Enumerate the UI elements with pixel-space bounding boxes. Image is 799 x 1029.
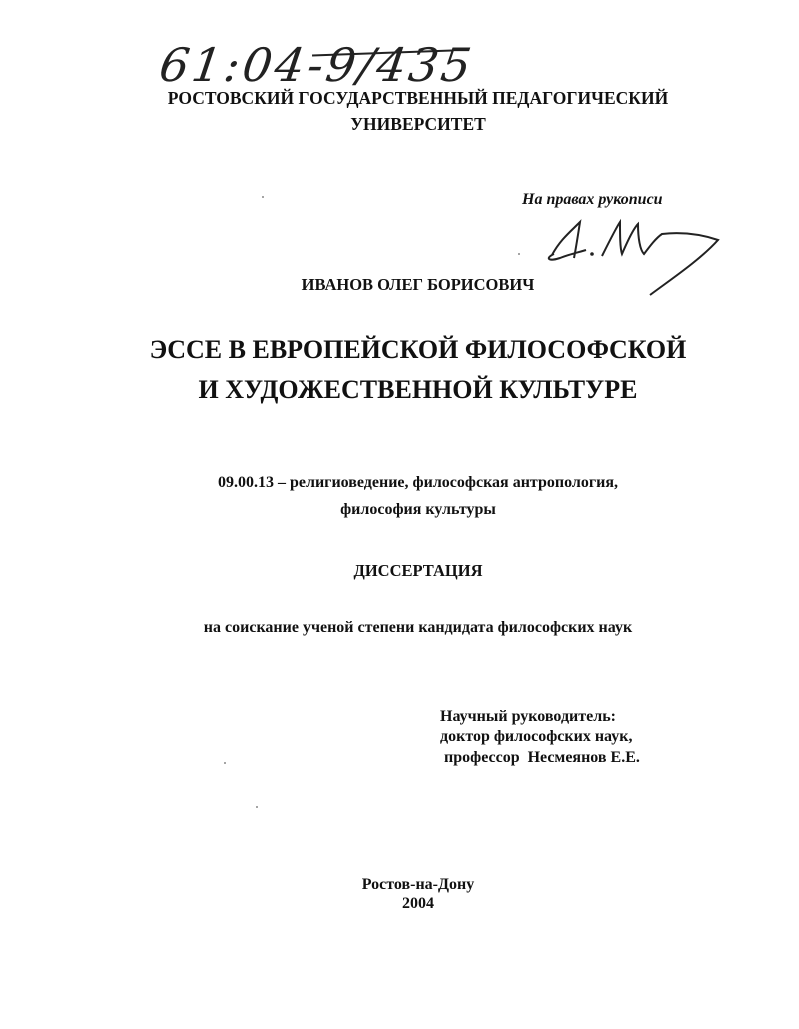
document-type: ДИССЕРТАЦИЯ	[353, 561, 483, 580]
advisor-label: Научный руководитель:	[440, 708, 616, 725]
scan-speck	[518, 253, 520, 255]
year: 2004	[402, 895, 434, 912]
advisor-degree: доктор философских наук,	[440, 728, 633, 745]
city: Ростов-на-Дону	[361, 876, 475, 893]
scan-speck	[256, 806, 258, 808]
dissertation-title-line1: ЭССЕ В ЕВРОПЕЙСКОЙ ФИЛОСОФСКОЙ	[149, 335, 687, 364]
scan-speck	[262, 196, 264, 198]
advisor-name: профессор Несмеянов Е.Е.	[440, 749, 640, 766]
manuscript-note: На правах рукописи	[522, 191, 663, 208]
author-name: ИВАНОВ ОЛЕГ БОРИСОВИЧ	[301, 275, 535, 294]
specialty-line1: 09.00.13 – религиоведение, философская антропология,	[217, 474, 618, 491]
handwritten-archive-number: 61:04-9/435	[156, 38, 478, 92]
university-name-line2: УНИВЕРСИТЕТ	[350, 114, 486, 134]
specialty-line2: философия культуры	[340, 501, 496, 518]
scan-speck	[224, 762, 226, 764]
degree-statement: на соискание ученой степени кандидата философских наук	[203, 619, 633, 636]
university-name-line1: РОСТОВСКИЙ ГОСУДАРСТВЕННЫЙ ПЕДАГОГИЧЕСКИЙ	[167, 88, 669, 108]
dissertation-title-line2: И ХУДОЖЕСТВЕННОЙ КУЛЬТУРЕ	[198, 375, 638, 404]
